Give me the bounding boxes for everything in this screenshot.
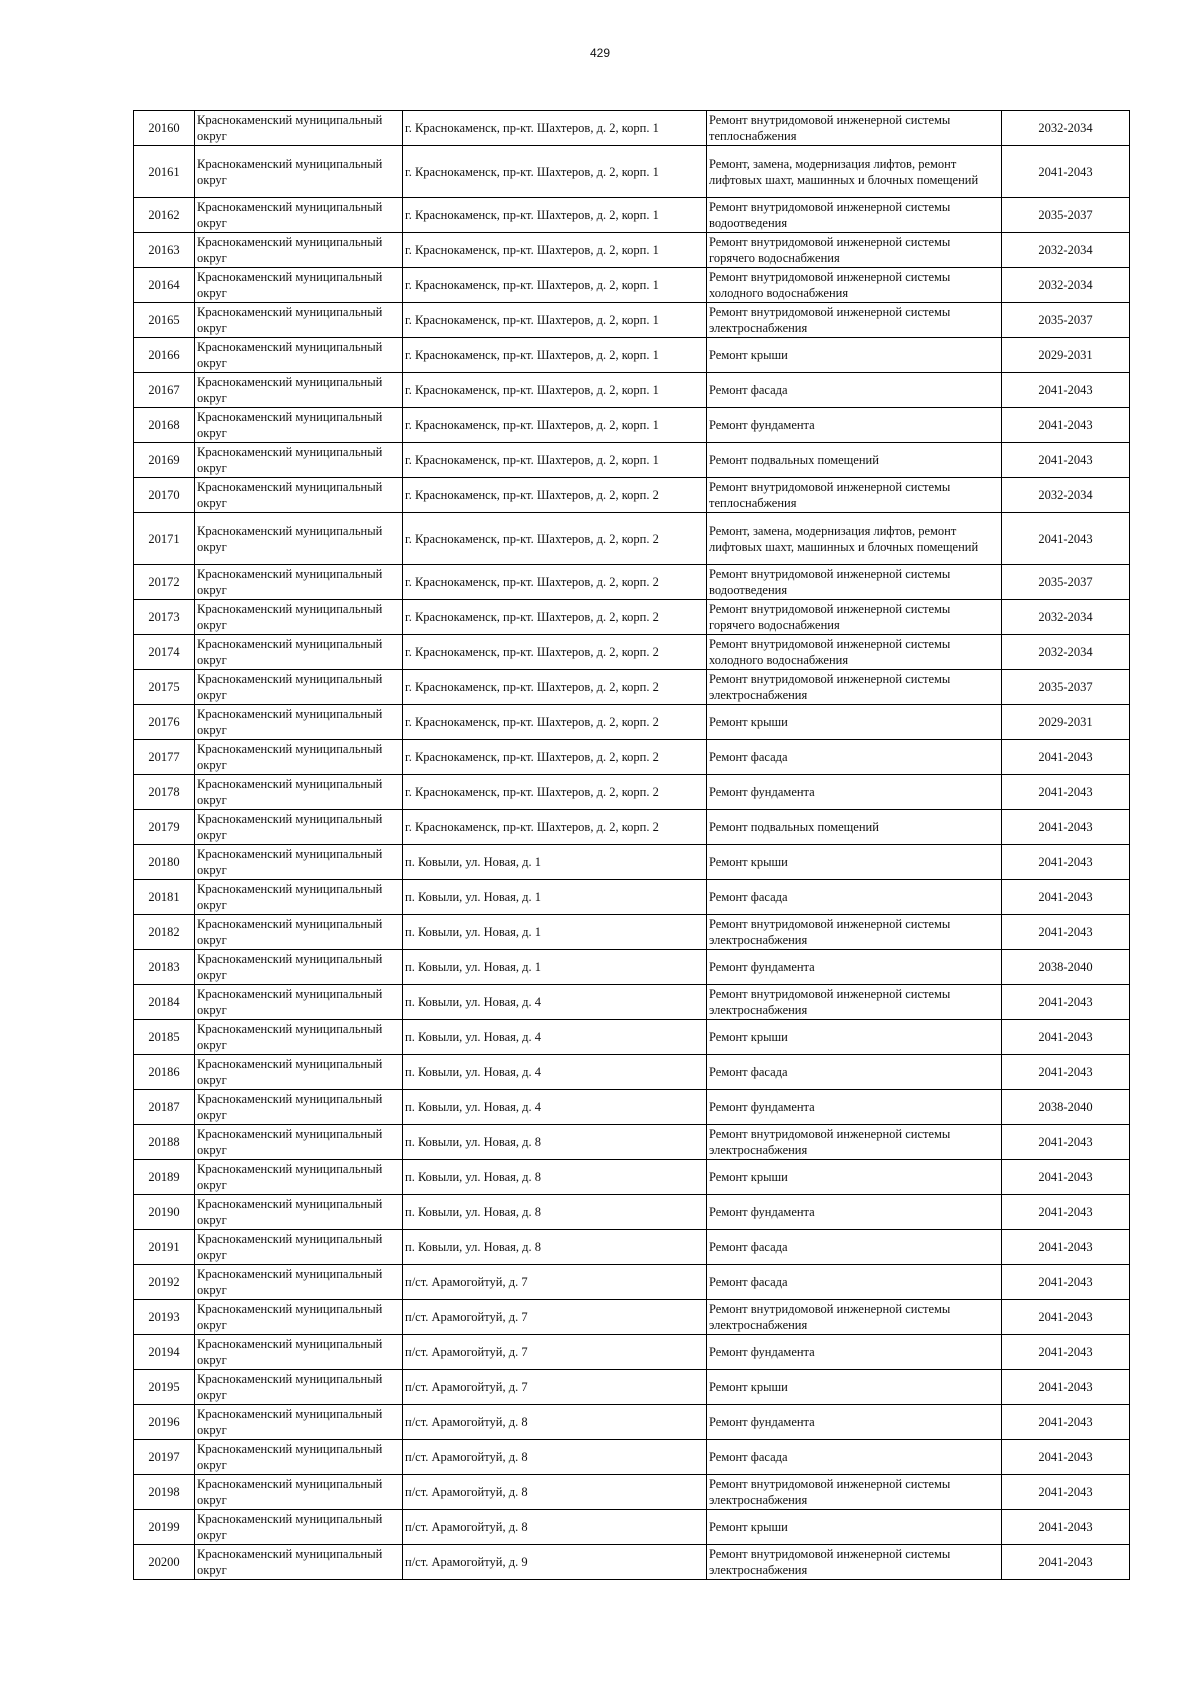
row-number-cell: 20198	[134, 1475, 195, 1510]
address-cell: п. Ковыли, ул. Новая, д. 4	[403, 985, 707, 1020]
work-type-cell: Ремонт внутридомовой инженерной системы теплоснабжения	[707, 111, 1002, 146]
table-row	[134, 198, 1130, 233]
table-row	[134, 845, 1130, 880]
work-type-cell: Ремонт фундамента	[707, 950, 1002, 985]
table-row	[134, 880, 1130, 915]
district-cell: Краснокаменский муниципальный округ	[195, 810, 403, 845]
row-number-cell: 20166	[134, 338, 195, 373]
row-number-cell: 20194	[134, 1335, 195, 1370]
address-cell: г. Краснокаменск, пр-кт. Шахтеров, д. 2, корп. 1	[403, 338, 707, 373]
district-cell: Краснокаменский муниципальный округ	[195, 670, 403, 705]
district-cell: Краснокаменский муниципальный округ	[195, 600, 403, 635]
address-cell: п. Ковыли, ул. Новая, д. 4	[403, 1055, 707, 1090]
address-cell: г. Краснокаменск, пр-кт. Шахтеров, д. 2, корп. 2	[403, 670, 707, 705]
row-number-cell: 20181	[134, 880, 195, 915]
row-number-cell: 20167	[134, 373, 195, 408]
table-row	[134, 1230, 1130, 1265]
address-cell: г. Краснокаменск, пр-кт. Шахтеров, д. 2, корп. 1	[403, 443, 707, 478]
years-cell: 2041-2043	[1002, 1195, 1130, 1230]
work-type-cell: Ремонт крыши	[707, 338, 1002, 373]
years-cell: 2041-2043	[1002, 1405, 1130, 1440]
table-row	[134, 233, 1130, 268]
work-type-cell: Ремонт фундамента	[707, 1335, 1002, 1370]
row-number-cell: 20197	[134, 1440, 195, 1475]
repair-schedule-table	[133, 110, 1130, 1580]
row-number-cell: 20162	[134, 198, 195, 233]
row-number-cell: 20170	[134, 478, 195, 513]
table-row	[134, 635, 1130, 670]
years-cell: 2041-2043	[1002, 1440, 1130, 1475]
years-cell: 2041-2043	[1002, 443, 1130, 478]
row-number-cell: 20188	[134, 1125, 195, 1160]
table-row	[134, 1055, 1130, 1090]
table-row	[134, 1125, 1130, 1160]
work-type-cell: Ремонт фасада	[707, 880, 1002, 915]
work-type-cell: Ремонт внутридомовой инженерной системы холодного водоснабжения	[707, 268, 1002, 303]
row-number-cell: 20171	[134, 513, 195, 565]
table-row	[134, 600, 1130, 635]
years-cell: 2035-2037	[1002, 198, 1130, 233]
page-number: 429	[589, 46, 611, 60]
district-cell: Краснокаменский муниципальный округ	[195, 915, 403, 950]
district-cell: Краснокаменский муниципальный округ	[195, 1125, 403, 1160]
address-cell: г. Краснокаменск, пр-кт. Шахтеров, д. 2, корп. 2	[403, 478, 707, 513]
row-number-cell: 20192	[134, 1265, 195, 1300]
work-type-cell: Ремонт подвальных помещений	[707, 810, 1002, 845]
row-number-cell: 20178	[134, 775, 195, 810]
district-cell: Краснокаменский муниципальный округ	[195, 1055, 403, 1090]
table-row	[134, 985, 1130, 1020]
years-cell: 2041-2043	[1002, 1300, 1130, 1335]
years-cell: 2041-2043	[1002, 513, 1130, 565]
row-number-cell: 20173	[134, 600, 195, 635]
work-type-cell: Ремонт крыши	[707, 705, 1002, 740]
table-row	[134, 740, 1130, 775]
row-number-cell: 20182	[134, 915, 195, 950]
years-cell: 2041-2043	[1002, 1545, 1130, 1580]
work-type-cell: Ремонт внутридомовой инженерной системы теплоснабжения	[707, 478, 1002, 513]
district-cell: Краснокаменский муниципальный округ	[195, 1265, 403, 1300]
district-cell: Краснокаменский муниципальный округ	[195, 198, 403, 233]
table-row	[134, 1510, 1130, 1545]
work-type-cell: Ремонт внутридомовой инженерной системы водоотведения	[707, 565, 1002, 600]
address-cell: п. Ковыли, ул. Новая, д. 1	[403, 915, 707, 950]
row-number-cell: 20189	[134, 1160, 195, 1195]
district-cell: Краснокаменский муниципальный округ	[195, 111, 403, 146]
address-cell: г. Краснокаменск, пр-кт. Шахтеров, д. 2, корп. 2	[403, 775, 707, 810]
address-cell: г. Краснокаменск, пр-кт. Шахтеров, д. 2, корп. 1	[403, 146, 707, 198]
address-cell: п. Ковыли, ул. Новая, д. 1	[403, 845, 707, 880]
district-cell: Краснокаменский муниципальный округ	[195, 373, 403, 408]
work-type-cell: Ремонт фасада	[707, 740, 1002, 775]
work-type-cell: Ремонт внутридомовой инженерной системы электроснабжения	[707, 1545, 1002, 1580]
work-type-cell: Ремонт внутридомовой инженерной системы электроснабжения	[707, 670, 1002, 705]
address-cell: п/ст. Арамогойтуй, д. 7	[403, 1300, 707, 1335]
district-cell: Краснокаменский муниципальный округ	[195, 268, 403, 303]
years-cell: 2041-2043	[1002, 880, 1130, 915]
table-row	[134, 1370, 1130, 1405]
years-cell: 2041-2043	[1002, 740, 1130, 775]
row-number-cell: 20160	[134, 111, 195, 146]
address-cell: п. Ковыли, ул. Новая, д. 1	[403, 950, 707, 985]
table-row	[134, 810, 1130, 845]
years-cell: 2041-2043	[1002, 915, 1130, 950]
years-cell: 2041-2043	[1002, 373, 1130, 408]
district-cell: Краснокаменский муниципальный округ	[195, 1020, 403, 1055]
address-cell: п/ст. Арамогойтуй, д. 8	[403, 1475, 707, 1510]
years-cell: 2032-2034	[1002, 268, 1130, 303]
address-cell: г. Краснокаменск, пр-кт. Шахтеров, д. 2, корп. 2	[403, 810, 707, 845]
district-cell: Краснокаменский муниципальный округ	[195, 1160, 403, 1195]
district-cell: Краснокаменский муниципальный округ	[195, 705, 403, 740]
district-cell: Краснокаменский муниципальный округ	[195, 1475, 403, 1510]
table-row	[134, 565, 1130, 600]
years-cell: 2041-2043	[1002, 1055, 1130, 1090]
work-type-cell: Ремонт внутридомовой инженерной системы холодного водоснабжения	[707, 635, 1002, 670]
years-cell: 2038-2040	[1002, 950, 1130, 985]
table-row	[134, 1300, 1130, 1335]
address-cell: г. Краснокаменск, пр-кт. Шахтеров, д. 2, корп. 1	[403, 373, 707, 408]
table-row	[134, 373, 1130, 408]
address-cell: п. Ковыли, ул. Новая, д. 8	[403, 1195, 707, 1230]
table-row	[134, 408, 1130, 443]
years-cell: 2041-2043	[1002, 845, 1130, 880]
table-row	[134, 1440, 1130, 1475]
years-cell: 2035-2037	[1002, 670, 1130, 705]
years-cell: 2041-2043	[1002, 1160, 1130, 1195]
district-cell: Краснокаменский муниципальный округ	[195, 233, 403, 268]
table-row	[134, 1265, 1130, 1300]
years-cell: 2041-2043	[1002, 1020, 1130, 1055]
row-number-cell: 20176	[134, 705, 195, 740]
work-type-cell: Ремонт фундамента	[707, 1090, 1002, 1125]
years-cell: 2041-2043	[1002, 1265, 1130, 1300]
address-cell: п. Ковыли, ул. Новая, д. 1	[403, 880, 707, 915]
address-cell: п/ст. Арамогойтуй, д. 8	[403, 1405, 707, 1440]
row-number-cell: 20165	[134, 303, 195, 338]
table-row	[134, 513, 1130, 565]
address-cell: п. Ковыли, ул. Новая, д. 8	[403, 1160, 707, 1195]
district-cell: Краснокаменский муниципальный округ	[195, 565, 403, 600]
table-row	[134, 1160, 1130, 1195]
years-cell: 2041-2043	[1002, 146, 1130, 198]
district-cell: Краснокаменский муниципальный округ	[195, 1300, 403, 1335]
years-cell: 2041-2043	[1002, 1230, 1130, 1265]
address-cell: г. Краснокаменск, пр-кт. Шахтеров, д. 2, корп. 2	[403, 565, 707, 600]
table-row	[134, 950, 1130, 985]
address-cell: г. Краснокаменск, пр-кт. Шахтеров, д. 2, корп. 2	[403, 513, 707, 565]
district-cell: Краснокаменский муниципальный округ	[195, 1370, 403, 1405]
years-cell: 2041-2043	[1002, 1335, 1130, 1370]
district-cell: Краснокаменский муниципальный округ	[195, 1440, 403, 1475]
table-row	[134, 1195, 1130, 1230]
years-cell: 2041-2043	[1002, 1370, 1130, 1405]
row-number-cell: 20175	[134, 670, 195, 705]
work-type-cell: Ремонт фасада	[707, 1055, 1002, 1090]
district-cell: Краснокаменский муниципальный округ	[195, 775, 403, 810]
years-cell: 2041-2043	[1002, 775, 1130, 810]
years-cell: 2032-2034	[1002, 111, 1130, 146]
district-cell: Краснокаменский муниципальный округ	[195, 1405, 403, 1440]
address-cell: г. Краснокаменск, пр-кт. Шахтеров, д. 2, корп. 1	[403, 233, 707, 268]
row-number-cell: 20186	[134, 1055, 195, 1090]
address-cell: г. Краснокаменск, пр-кт. Шахтеров, д. 2, корп. 1	[403, 268, 707, 303]
address-cell: г. Краснокаменск, пр-кт. Шахтеров, д. 2, корп. 2	[403, 600, 707, 635]
work-type-cell: Ремонт внутридомовой инженерной системы горячего водоснабжения	[707, 233, 1002, 268]
work-type-cell: Ремонт внутридомовой инженерной системы электроснабжения	[707, 985, 1002, 1020]
work-type-cell: Ремонт крыши	[707, 845, 1002, 880]
district-cell: Краснокаменский муниципальный округ	[195, 338, 403, 373]
row-number-cell: 20174	[134, 635, 195, 670]
row-number-cell: 20185	[134, 1020, 195, 1055]
district-cell: Краснокаменский муниципальный округ	[195, 1335, 403, 1370]
district-cell: Краснокаменский муниципальный округ	[195, 408, 403, 443]
address-cell: п/ст. Арамогойтуй, д. 7	[403, 1265, 707, 1300]
district-cell: Краснокаменский муниципальный округ	[195, 478, 403, 513]
work-type-cell: Ремонт внутридомовой инженерной системы горячего водоснабжения	[707, 600, 1002, 635]
work-type-cell: Ремонт внутридомовой инженерной системы электроснабжения	[707, 1475, 1002, 1510]
district-cell: Краснокаменский муниципальный округ	[195, 513, 403, 565]
row-number-cell: 20164	[134, 268, 195, 303]
row-number-cell: 20199	[134, 1510, 195, 1545]
address-cell: г. Краснокаменск, пр-кт. Шахтеров, д. 2, корп. 1	[403, 111, 707, 146]
district-cell: Краснокаменский муниципальный округ	[195, 635, 403, 670]
row-number-cell: 20168	[134, 408, 195, 443]
years-cell: 2032-2034	[1002, 478, 1130, 513]
work-type-cell: Ремонт фасада	[707, 1265, 1002, 1300]
years-cell: 2029-2031	[1002, 338, 1130, 373]
years-cell: 2032-2034	[1002, 600, 1130, 635]
years-cell: 2041-2043	[1002, 1125, 1130, 1160]
table-row	[134, 303, 1130, 338]
years-cell: 2035-2037	[1002, 565, 1130, 600]
address-cell: п/ст. Арамогойтуй, д. 9	[403, 1545, 707, 1580]
work-type-cell: Ремонт фундамента	[707, 775, 1002, 810]
table-row	[134, 443, 1130, 478]
row-number-cell: 20193	[134, 1300, 195, 1335]
table-row	[134, 915, 1130, 950]
years-cell: 2041-2043	[1002, 810, 1130, 845]
row-number-cell: 20169	[134, 443, 195, 478]
table-row	[134, 1545, 1130, 1580]
work-type-cell: Ремонт внутридомовой инженерной системы электроснабжения	[707, 1300, 1002, 1335]
address-cell: п/ст. Арамогойтуй, д. 7	[403, 1335, 707, 1370]
row-number-cell: 20191	[134, 1230, 195, 1265]
row-number-cell: 20163	[134, 233, 195, 268]
district-cell: Краснокаменский муниципальный округ	[195, 1230, 403, 1265]
years-cell: 2041-2043	[1002, 1510, 1130, 1545]
work-type-cell: Ремонт подвальных помещений	[707, 443, 1002, 478]
work-type-cell: Ремонт фундамента	[707, 1405, 1002, 1440]
work-type-cell: Ремонт крыши	[707, 1020, 1002, 1055]
table-row	[134, 1475, 1130, 1510]
address-cell: г. Краснокаменск, пр-кт. Шахтеров, д. 2, корп. 1	[403, 408, 707, 443]
work-type-cell: Ремонт фасада	[707, 373, 1002, 408]
years-cell: 2029-2031	[1002, 705, 1130, 740]
row-number-cell: 20195	[134, 1370, 195, 1405]
row-number-cell: 20177	[134, 740, 195, 775]
address-cell: п/ст. Арамогойтуй, д. 8	[403, 1440, 707, 1475]
district-cell: Краснокаменский муниципальный округ	[195, 1090, 403, 1125]
work-type-cell: Ремонт, замена, модернизация лифтов, ремонт лифтовых шахт, машинных и блочных помещений	[707, 513, 1002, 565]
work-type-cell: Ремонт внутридомовой инженерной системы электроснабжения	[707, 915, 1002, 950]
years-cell: 2032-2034	[1002, 233, 1130, 268]
row-number-cell: 20172	[134, 565, 195, 600]
district-cell: Краснокаменский муниципальный округ	[195, 1545, 403, 1580]
work-type-cell: Ремонт внутридомовой инженерной системы электроснабжения	[707, 1125, 1002, 1160]
address-cell: г. Краснокаменск, пр-кт. Шахтеров, д. 2, корп. 2	[403, 705, 707, 740]
row-number-cell: 20179	[134, 810, 195, 845]
years-cell: 2041-2043	[1002, 985, 1130, 1020]
work-type-cell: Ремонт крыши	[707, 1510, 1002, 1545]
address-cell: п. Ковыли, ул. Новая, д. 8	[403, 1125, 707, 1160]
district-cell: Краснокаменский муниципальный округ	[195, 303, 403, 338]
row-number-cell: 20200	[134, 1545, 195, 1580]
table-row	[134, 705, 1130, 740]
address-cell: г. Краснокаменск, пр-кт. Шахтеров, д. 2, корп. 2	[403, 635, 707, 670]
work-type-cell: Ремонт фасада	[707, 1230, 1002, 1265]
address-cell: п/ст. Арамогойтуй, д. 8	[403, 1510, 707, 1545]
work-type-cell: Ремонт внутридомовой инженерной системы водоотведения	[707, 198, 1002, 233]
table-row	[134, 1405, 1130, 1440]
row-number-cell: 20190	[134, 1195, 195, 1230]
years-cell: 2035-2037	[1002, 303, 1130, 338]
work-type-cell: Ремонт фундамента	[707, 1195, 1002, 1230]
district-cell: Краснокаменский муниципальный округ	[195, 146, 403, 198]
table-row	[134, 268, 1130, 303]
address-cell: п. Ковыли, ул. Новая, д. 4	[403, 1090, 707, 1125]
address-cell: г. Краснокаменск, пр-кт. Шахтеров, д. 2, корп. 1	[403, 303, 707, 338]
work-type-cell: Ремонт внутридомовой инженерной системы электроснабжения	[707, 303, 1002, 338]
work-type-cell: Ремонт фундамента	[707, 408, 1002, 443]
row-number-cell: 20184	[134, 985, 195, 1020]
years-cell: 2041-2043	[1002, 408, 1130, 443]
work-type-cell: Ремонт крыши	[707, 1370, 1002, 1405]
table-row	[134, 1090, 1130, 1125]
district-cell: Краснокаменский муниципальный округ	[195, 985, 403, 1020]
work-type-cell: Ремонт крыши	[707, 1160, 1002, 1195]
row-number-cell: 20196	[134, 1405, 195, 1440]
row-number-cell: 20161	[134, 146, 195, 198]
district-cell: Краснокаменский муниципальный округ	[195, 1195, 403, 1230]
years-cell: 2041-2043	[1002, 1475, 1130, 1510]
table-row	[134, 1335, 1130, 1370]
years-cell: 2038-2040	[1002, 1090, 1130, 1125]
table-row	[134, 111, 1130, 146]
district-cell: Краснокаменский муниципальный округ	[195, 880, 403, 915]
row-number-cell: 20180	[134, 845, 195, 880]
address-cell: п. Ковыли, ул. Новая, д. 8	[403, 1230, 707, 1265]
district-cell: Краснокаменский муниципальный округ	[195, 950, 403, 985]
address-cell: г. Краснокаменск, пр-кт. Шахтеров, д. 2, корп. 1	[403, 198, 707, 233]
work-type-cell: Ремонт, замена, модернизация лифтов, ремонт лифтовых шахт, машинных и блочных помещений	[707, 146, 1002, 198]
address-cell: п/ст. Арамогойтуй, д. 7	[403, 1370, 707, 1405]
table-body	[134, 111, 1130, 1580]
row-number-cell: 20183	[134, 950, 195, 985]
district-cell: Краснокаменский муниципальный округ	[195, 1510, 403, 1545]
table-row	[134, 338, 1130, 373]
years-cell: 2032-2034	[1002, 635, 1130, 670]
work-type-cell: Ремонт фасада	[707, 1440, 1002, 1475]
row-number-cell: 20187	[134, 1090, 195, 1125]
table-row	[134, 1020, 1130, 1055]
district-cell: Краснокаменский муниципальный округ	[195, 740, 403, 775]
table-row	[134, 670, 1130, 705]
district-cell: Краснокаменский муниципальный округ	[195, 443, 403, 478]
district-cell: Краснокаменский муниципальный округ	[195, 845, 403, 880]
address-cell: п. Ковыли, ул. Новая, д. 4	[403, 1020, 707, 1055]
table-row	[134, 478, 1130, 513]
address-cell: г. Краснокаменск, пр-кт. Шахтеров, д. 2, корп. 2	[403, 740, 707, 775]
table-row	[134, 775, 1130, 810]
table-row	[134, 146, 1130, 198]
